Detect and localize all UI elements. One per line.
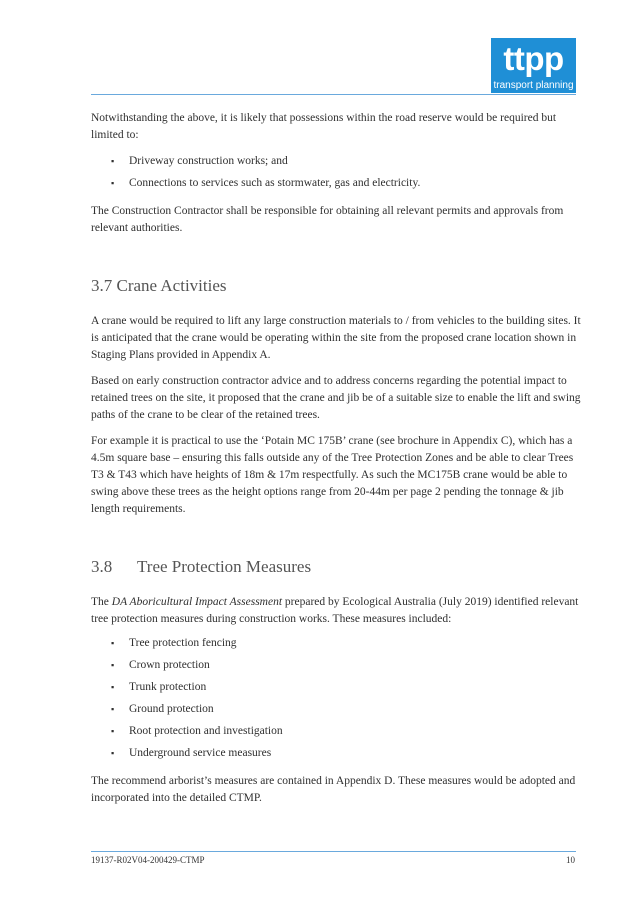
list-item: ▪ Crown protection (91, 654, 581, 676)
list-item: ▪ Driveway construction works; and (91, 150, 581, 172)
bullet-icon: ▪ (111, 748, 115, 758)
list-item: ▪ Trunk protection (91, 676, 581, 698)
ttpp-logo (491, 38, 576, 93)
crane-paragraph-2: Based on early construction contractor advice and to address concerns regarding the potential impact to retained trees on the site, it proposed that the crane and jib be of a suitable size to enable the lift and swing paths of the crane to be clear of the retained trees. (91, 375, 581, 421)
crane-paragraph-3: For example it is practical to use the ‘Potain MC 175B’ crane (see brochure in Appendix C), which has a 4.5m square base – ensuring this falls outside any of the Tree Protection Zones and be able to clear Trees T3 & T43 which have heights of 18m & 17m respectfully. As such the MC175B crane would be able to swing above these trees as the height options range from 20-44m per page 2 pending the tonnage & jib length requirements. (91, 435, 574, 515)
tree-paragraph-1: The DA Aboricultural Impact Assessment prepared by Ecological Australia (July 2019) identified relevant tree protection measures during construction works. These measures included: (91, 596, 579, 625)
list-item: ▪ Root protection and investigation (91, 720, 581, 742)
crane-paragraph-1: A crane would be required to lift any large construction materials to / from vehicles to the building sites. It is anticipated that the crane would be operating within the site from the proposed crane location shown in Staging Plans provided in Appendix A. (91, 315, 581, 361)
footer-rule (91, 851, 576, 852)
logo-brand: ttpp (503, 40, 564, 77)
intro-bullet-list (91, 150, 581, 194)
bullet-icon: ▪ (111, 156, 115, 166)
tree-closing: The recommend arborist’s measures are contained in Appendix D. These measures would be adopted and incorporated into the detailed CTMP. (91, 775, 576, 804)
bullet-icon: ▪ (111, 682, 115, 692)
document-body (91, 110, 581, 807)
logo-tagline: transport planning (493, 80, 574, 91)
section-heading-3-8 (91, 556, 581, 578)
list-item: ▪ Ground protection (91, 698, 581, 720)
intro-paragraph: Notwithstanding the above, it is likely that possessions within the road reserve would be required but limited to: (91, 112, 557, 141)
tree-bullet-list (91, 632, 581, 764)
section-heading-3-7: 3.7 Crane Activities (91, 276, 227, 295)
page-number: 10 (566, 855, 575, 865)
report-title: DA Aboricultural Impact Assessment (111, 596, 283, 608)
bullet-icon: ▪ (111, 178, 115, 188)
list-item: ▪ Connections to services such as stormwater, gas and electricity. (91, 172, 581, 194)
bullet-icon: ▪ (111, 660, 115, 670)
bullet-icon: ▪ (111, 704, 115, 714)
list-item: ▪ Underground service measures (91, 742, 581, 764)
list-item: ▪ Tree protection fencing (91, 632, 581, 654)
bullet-icon: ▪ (111, 638, 115, 648)
header-rule (91, 94, 576, 95)
intro-closing: The Construction Contractor shall be responsible for obtaining all relevant permits and approvals from relevant authorities. (91, 205, 564, 234)
section-number: 3.8 (91, 557, 113, 576)
bullet-icon: ▪ (111, 726, 115, 736)
section-title: Tree Protection Measures (137, 557, 312, 576)
document-reference: 19137-R02V04-200429-CTMP (91, 855, 205, 865)
